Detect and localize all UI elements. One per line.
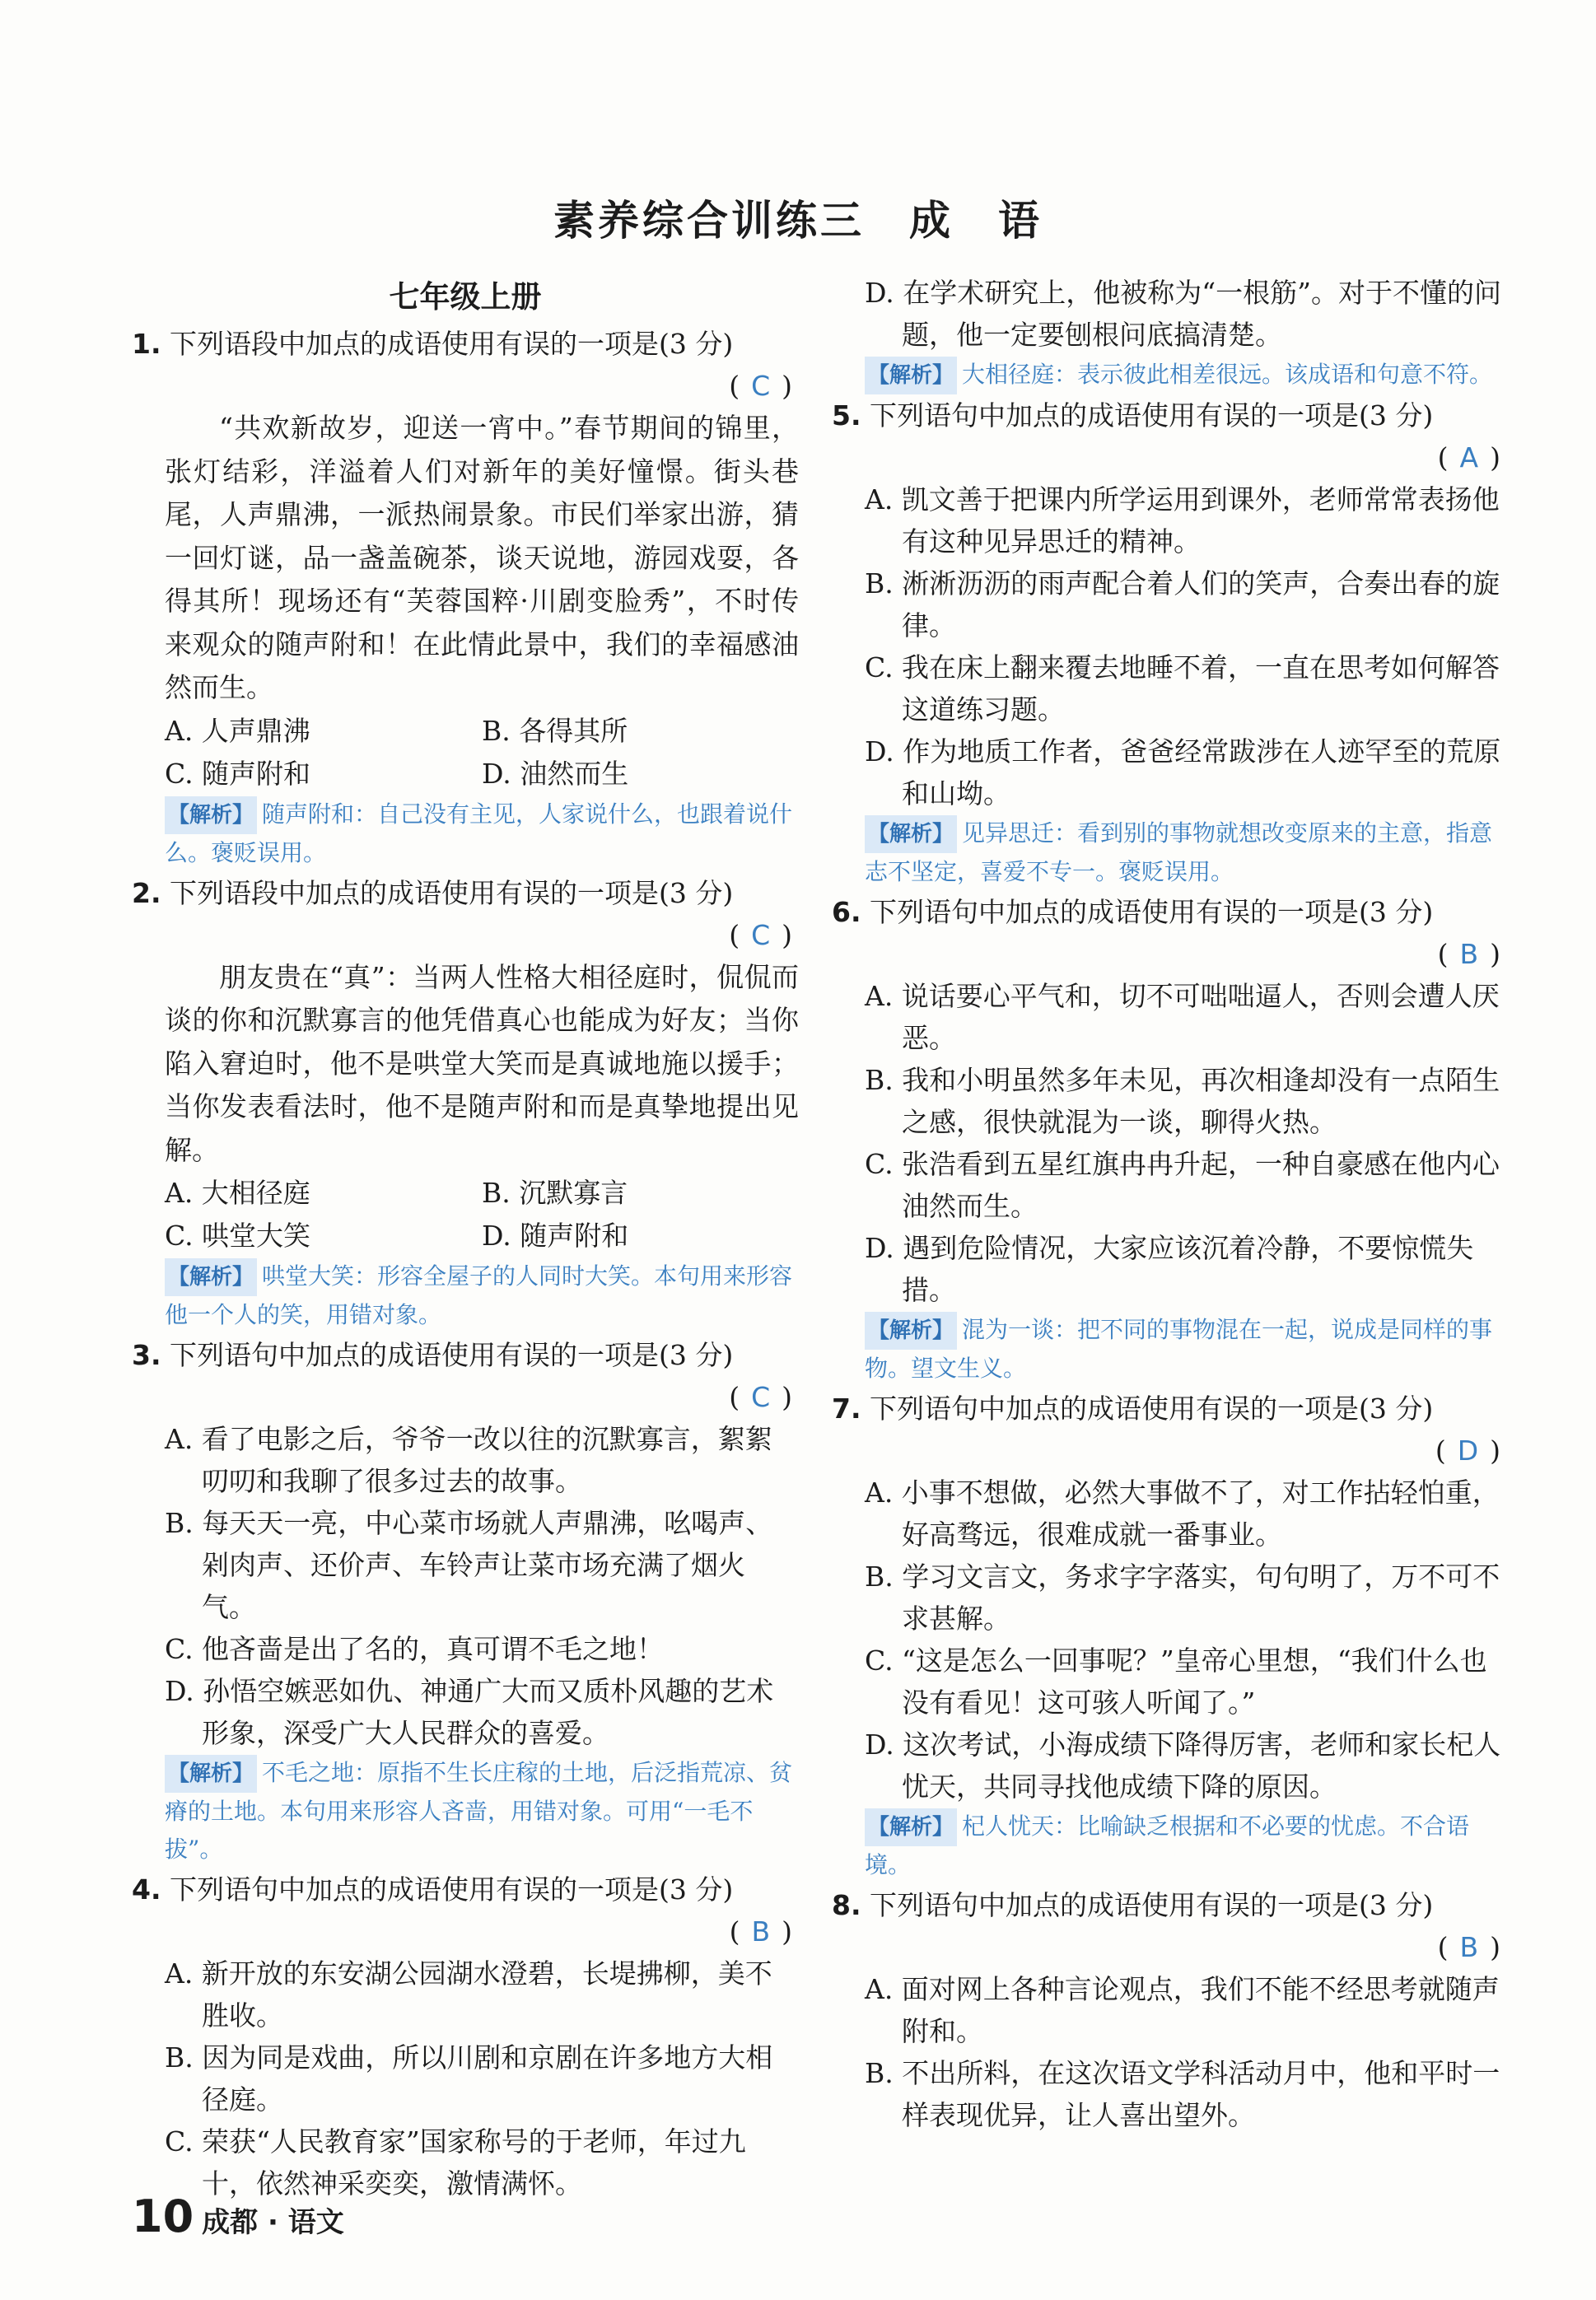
option-b: B. 学习文言文，务求字字落实，句句明了，万不可不求甚解。	[865, 1561, 1500, 1635]
question-3	[132, 1334, 799, 1868]
question-text: 下列语段中加点的成语使用有误的一项是(3 分)	[170, 876, 734, 909]
explanation-text: 大相径庭：表示彼此相差很远。该成语和句意不符。	[962, 361, 1493, 388]
option-c: C. 我在床上翻来覆去地睡不着，一直在思考如何解答这道练习题。	[865, 651, 1500, 725]
explanation-tag: 【解析】	[865, 1312, 957, 1350]
explanation	[832, 356, 1507, 394]
explanation-text: 见异思迁：看到别的事物就想改变原来的主意，指意志不坚定，喜爱不专一。褒贬误用。	[865, 819, 1493, 885]
answer-bracket: ( A )	[1437, 441, 1500, 474]
explanation	[132, 1257, 799, 1334]
explanation	[832, 1808, 1507, 1884]
option-c: C. 张浩看到五星红旗冉冉升起，一种自豪感在他内心油然而生。	[865, 1148, 1500, 1222]
option-a: A. 人声鼎沸	[165, 714, 310, 747]
answer-bracket: ( B )	[1437, 1931, 1500, 1963]
answer-bracket: ( C )	[729, 370, 792, 402]
explanation-tag: 【解析】	[865, 357, 957, 394]
question-stem	[832, 394, 1507, 437]
option-b: B. 不出所料，在这次语文学科活动月中，他和平时一样表现优异，让人喜出望外。	[865, 2057, 1500, 2131]
option-d: D. 在学术研究上，他被称为“一根筋”。对于不懂的问题，他一定要刨根问底搞清楚。	[865, 277, 1502, 351]
explanation	[132, 795, 799, 872]
right-column	[832, 272, 1507, 2136]
question-5	[832, 394, 1507, 891]
option-b: B. 沉默寡言	[482, 1177, 628, 1209]
answer-bracket: ( B )	[729, 1915, 792, 1948]
question-stem	[132, 1334, 799, 1377]
option-b: B. 我和小明虽然多年未见，再次相逢却没有一点陌生之感，很快就混为一谈，聊得火热。	[865, 1064, 1500, 1138]
page-number: 10	[132, 2190, 194, 2242]
question-text: 下列语句中加点的成语使用有误的一项是(3 分)	[170, 1339, 734, 1371]
option-b: B. 因为同是戏曲，所以川剧和京剧在许多地方大相径庭。	[165, 2041, 773, 2116]
question-stem	[832, 891, 1507, 934]
footer-label: 成都 · 语文	[202, 2206, 344, 2239]
explanation-text: 杞人忧天：比喻缺乏根据和不必要的忧虑。不合语境。	[865, 1812, 1470, 1878]
option-a: A. 面对网上各种言论观点，我们不能不经思考就随声附和。	[865, 1973, 1500, 2047]
explanation	[832, 814, 1507, 891]
option-a: A. 小事不想做，必然大事做不了，对工作拈轻怕重，好高骛远，很难成就一番事业。	[865, 1477, 1500, 1551]
page-title: 素养综合训练三 成 语	[553, 197, 1043, 245]
question-8	[832, 1884, 1507, 2136]
option-d: D. 随声附和	[482, 1220, 629, 1252]
question-stem	[132, 1868, 799, 1911]
option-d: D. 这次考试，小海成绩下降得厉害，老师和家长杞人忧天，共同寻找他成绩下降的原因。	[865, 1728, 1501, 1803]
section-heading: 七年级上册	[389, 279, 542, 315]
question-4	[132, 1868, 799, 2204]
option-c: C. “这是怎么一回事呢？”皇帝心里想，“我们什么也没有看见！这可骇人听闻了。”	[865, 1645, 1487, 1719]
option-a: A. 看了电影之后，爷爷一改以往的沉默寡言，絮絮叨叨和我聊了很多过去的故事。	[165, 1423, 772, 1497]
option-b: B. 淅淅沥沥的雨声配合着人们的笑声，合奏出春的旋律。	[865, 567, 1500, 641]
question-7	[832, 1388, 1507, 1884]
question-text: 下列语句中加点的成语使用有误的一项是(3 分)	[170, 1873, 734, 1906]
question-number: 6.	[832, 896, 861, 928]
question-stem	[832, 1388, 1507, 1430]
option-c: C. 随声附和	[165, 757, 311, 790]
option-c: C. 哄堂大笑	[165, 1220, 311, 1252]
answer-bracket: ( D )	[1435, 1435, 1500, 1467]
question-6	[832, 891, 1507, 1388]
explanation-text: 混为一谈：把不同的事物混在一起，说成是同样的事物。望文生义。	[865, 1316, 1493, 1382]
answer-letter: C	[751, 1381, 771, 1413]
explanation-tag: 【解析】	[865, 1808, 957, 1846]
passage: “共欢新故岁，迎送一宵中。”春节期间的锦里，张灯结彩，洋溢着人们对新年的美好憧憬。街头巷尾，人声鼎沸，一派热闹景象。市民们举家出游，猜一回灯谜，品一盏盖碗茶，谈天说地，游园戏耍，各得其所！现场还有“芙蓉国粹·川剧变脸秀”，不时传来观众的随声附和！在此情此景中，我们的幸福感油然而生。	[165, 412, 799, 703]
question-number: 5.	[832, 399, 861, 432]
question-text: 下列语句中加点的成语使用有误的一项是(3 分)	[870, 1393, 1434, 1425]
answer-bracket: ( C )	[729, 918, 792, 951]
option-d: D. 油然而生	[482, 757, 629, 790]
question-number: 1.	[132, 328, 161, 360]
option-a: A. 新开放的东安湖公园湖水澄碧，长堤拂柳，美不胜收。	[165, 1957, 772, 2032]
question-text: 下列语句中加点的成语使用有误的一项是(3 分)	[870, 896, 1434, 928]
explanation-tag: 【解析】	[865, 815, 957, 853]
answer-letter: B	[1459, 938, 1479, 970]
options	[132, 710, 799, 795]
option-c: C. 他吝啬是出了名的，真可谓不毛之地！	[165, 1633, 665, 1665]
question-number: 3.	[132, 1339, 161, 1371]
question-text: 下列语段中加点的成语使用有误的一项是(3 分)	[170, 328, 734, 360]
explanation-text: 随声附和：自己没有主见，人家说什么，也跟着说什么。褒贬误用。	[165, 800, 793, 866]
explanation	[132, 1754, 799, 1868]
option-b: B. 每天天一亮，中心菜市场就人声鼎沸，吆喝声、剁肉声、还价声、车铃声让菜市场充满了烟火气。	[165, 1507, 773, 1623]
option-a: A. 说话要心平气和，切不可咄咄逼人，否则会遭人厌恶。	[865, 980, 1500, 1054]
passage: 朋友贵在“真”：当两人性格大相径庭时，侃侃而谈的你和沉默寡言的他凭借真心也能成为好友；当你陷入窘迫时，他不是哄堂大笑而是真诚地施以援手；当你发表看法时，他不是随声附和而是真挚地提出见解。	[165, 960, 799, 1166]
question-text: 下列语句中加点的成语使用有误的一项是(3 分)	[870, 399, 1434, 432]
options	[132, 1172, 799, 1257]
option-b: B. 各得其所	[482, 714, 628, 747]
answer-letter: B	[1459, 1931, 1479, 1963]
question-1	[132, 323, 799, 872]
question-number: 8.	[832, 1889, 861, 1921]
page-footer	[132, 2190, 344, 2242]
question-text: 下列语句中加点的成语使用有误的一项是(3 分)	[870, 1889, 1434, 1921]
answer-letter: D	[1457, 1435, 1479, 1467]
explanation-text: 不毛之地：原指不生长庄稼的土地，后泛指荒凉、贫瘠的土地。本句用来形容人吝啬，用错对象。可用“一毛不拔”。	[165, 1759, 793, 1863]
explanation-tag: 【解析】	[165, 1755, 257, 1793]
answer-letter: B	[751, 1915, 771, 1948]
option-d: D. 作为地质工作者，爸爸经常跋涉在人迹罕至的荒原和山坳。	[865, 735, 1501, 809]
option-d: D. 孙悟空嫉恶如仇、神通广大而又质朴风趣的艺术形象，深受广大人民群众的喜爱。	[165, 1675, 774, 1749]
question-stem	[832, 1884, 1507, 1927]
question-number: 7.	[832, 1393, 861, 1425]
question-number: 2.	[132, 876, 161, 909]
answer-letter: A	[1459, 441, 1479, 474]
option-c: C. 荣获“人民教育家”国家称号的于老师，年过九十，依然神采奕奕，激情满怀。	[165, 2125, 746, 2200]
question-2	[132, 872, 799, 1335]
question-4-continued	[832, 272, 1507, 394]
answer-letter: C	[751, 370, 771, 402]
left-column	[132, 272, 799, 2204]
answer-bracket: ( B )	[1437, 938, 1500, 970]
option-a: A. 凯文善于把课内所学运用到课外，老师常常表扬他有这种见异思迁的精神。	[865, 483, 1500, 558]
option-a: A. 大相径庭	[165, 1177, 310, 1209]
explanation	[832, 1311, 1507, 1388]
explanation-tag: 【解析】	[165, 796, 257, 834]
explanation-text: 哄堂大笑：形容全屋子的人同时大笑。本句用来形容他一个人的笑，用错对象。	[165, 1262, 793, 1328]
answer-letter: C	[751, 918, 771, 951]
option-d: D. 遇到危险情况，大家应该沉着冷静，不要惊慌失措。	[865, 1232, 1474, 1306]
answer-bracket: ( C )	[729, 1381, 792, 1413]
question-number: 4.	[132, 1873, 161, 1906]
question-stem	[132, 323, 799, 366]
explanation-tag: 【解析】	[165, 1258, 257, 1296]
question-stem	[132, 872, 799, 915]
